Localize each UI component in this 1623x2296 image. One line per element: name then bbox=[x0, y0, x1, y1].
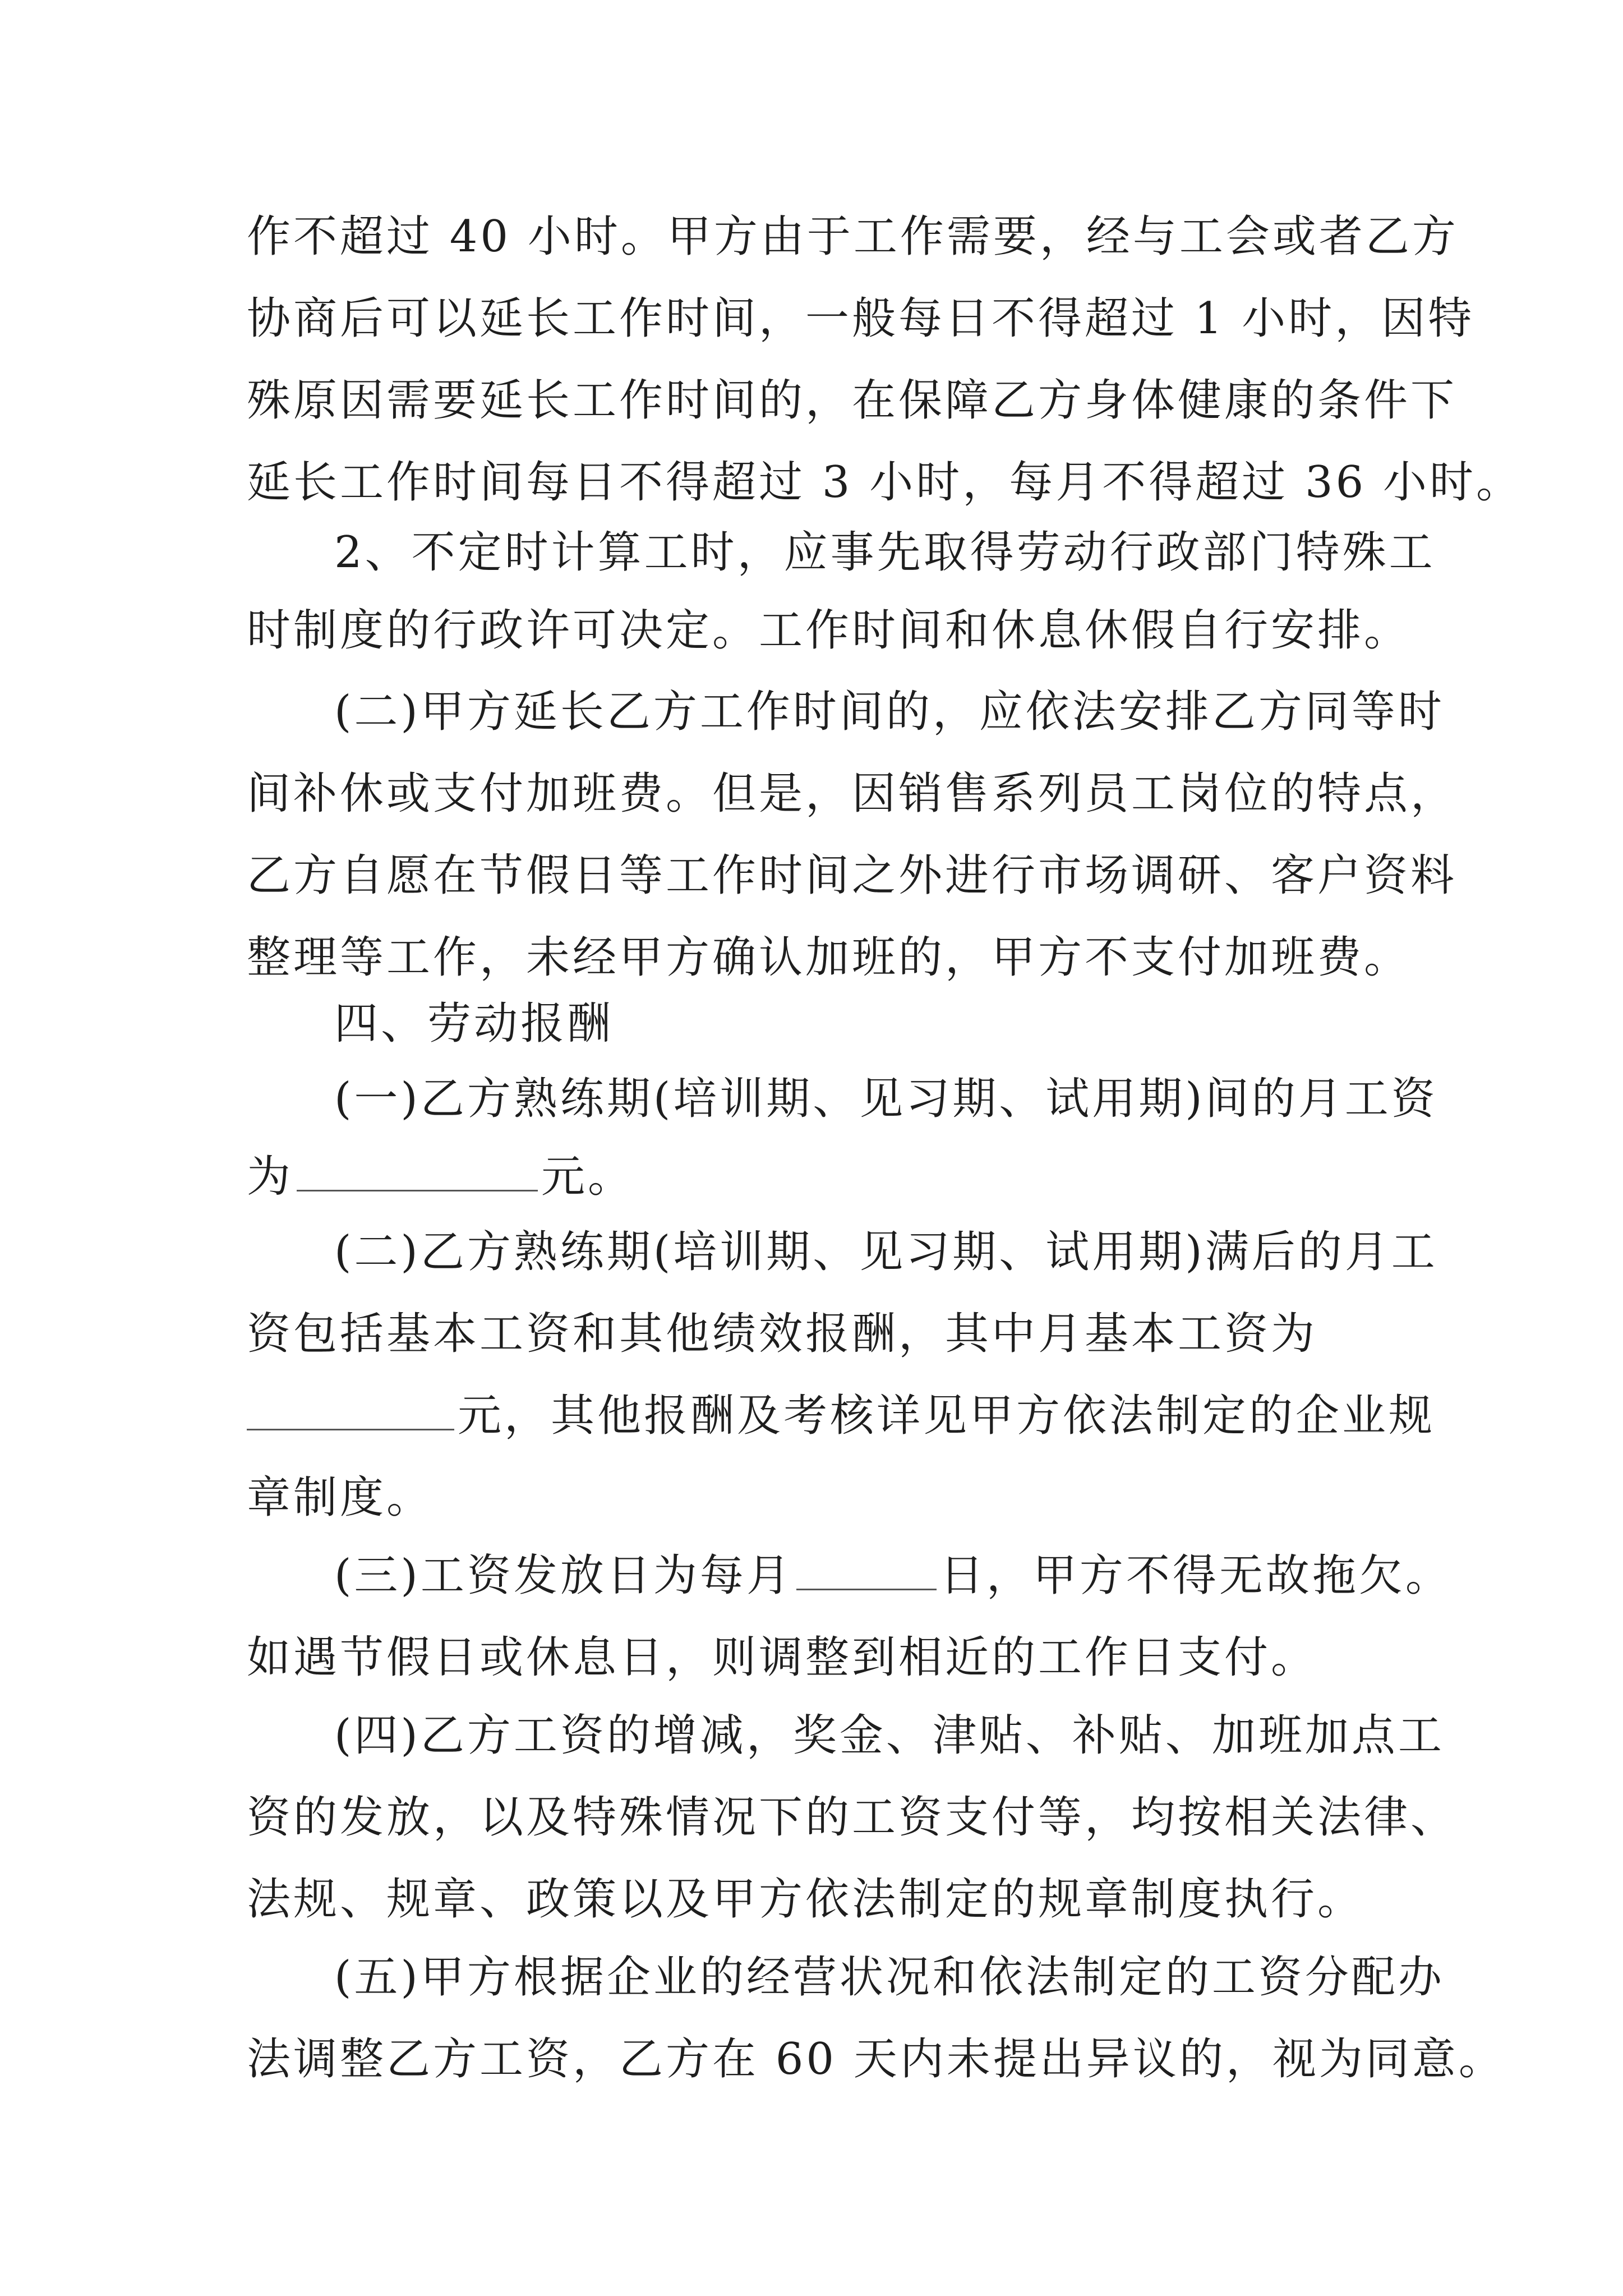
payday-blank[interactable] bbox=[796, 1545, 937, 1590]
body-line: 法规、规章、政策以及甲方依法制定的规章制度执行。 bbox=[247, 1874, 1364, 1925]
body-line: (四)乙方工资的增减，奖金、津贴、补贴、加班加点工 bbox=[334, 1710, 1445, 1761]
body-line: 时制度的行政许可决定。工作时间和休息休假自行安排。 bbox=[247, 605, 1411, 656]
amount-blank[interactable] bbox=[247, 1385, 454, 1430]
body-line: 如遇节假日或休息日，则调整到相近的工作日支付。 bbox=[247, 1632, 1318, 1683]
blank-suffix: 元，其他报酬及考核详见甲方依法制定的企业规 bbox=[458, 1391, 1436, 1441]
body-line: 延长工作时间每日不得超过 3 小时，每月不得超过 36 小时。 bbox=[247, 457, 1523, 508]
section-heading: 四、劳动报酬 bbox=[334, 999, 614, 1049]
body-line: 2、不定时计算工时，应事先取得劳动行政部门特殊工 bbox=[334, 527, 1436, 578]
body-line bbox=[334, 1542, 1452, 1609]
body-line: 章制度。 bbox=[247, 1473, 434, 1523]
blank-prefix: 为 bbox=[247, 1152, 294, 1202]
body-line bbox=[247, 1382, 1435, 1450]
body-line: (二)甲方延长乙方工作时间的，应依法安排乙方同等时 bbox=[334, 687, 1445, 737]
body-line: (五)甲方根据企业的经营状况和依法制定的工资分配办 bbox=[334, 1952, 1445, 2003]
body-line: (一)乙方熟练期(培训期、见习期、试用期)间的月工资 bbox=[334, 1074, 1438, 1124]
body-line: 整理等工作，未经甲方确认加班的，甲方不支付加班费。 bbox=[247, 932, 1411, 983]
body-line: 法调整乙方工资，乙方在 60 天内未提出异议的，视为同意。 bbox=[247, 2034, 1505, 2085]
amount-blank[interactable] bbox=[297, 1146, 538, 1191]
body-line: 间补休或支付加班费。但是，因销售系列员工岗位的特点， bbox=[247, 769, 1458, 819]
body-line: 乙方自愿在节假日等工作时间之外进行市场调研、客户资料 bbox=[247, 850, 1458, 901]
blank-suffix: 日，甲方不得无故拖欠。 bbox=[939, 1550, 1452, 1601]
body-line: 协商后可以延长工作时间，一般每日不得超过 1 小时，因特 bbox=[247, 293, 1475, 344]
body-line: 殊原因需要延长工作时间的，在保障乙方身体健康的条件下 bbox=[247, 375, 1458, 426]
blank-prefix: (三)工资发放日为每月 bbox=[334, 1550, 793, 1601]
body-line: 资包括基本工资和其他绩效报酬，其中月基本工资为 bbox=[247, 1309, 1318, 1359]
body-line: (二)乙方熟练期(培训期、见习期、试用期)满后的月工 bbox=[334, 1227, 1438, 1277]
body-line bbox=[247, 1143, 634, 1211]
body-line: 作不超过 40 小时。甲方由于工作需要，经与工会或者乙方 bbox=[247, 211, 1459, 262]
body-line: 资的发放，以及特殊情况下的工资支付等，均按相关法律、 bbox=[247, 1792, 1458, 1843]
blank-suffix: 元。 bbox=[541, 1152, 635, 1202]
